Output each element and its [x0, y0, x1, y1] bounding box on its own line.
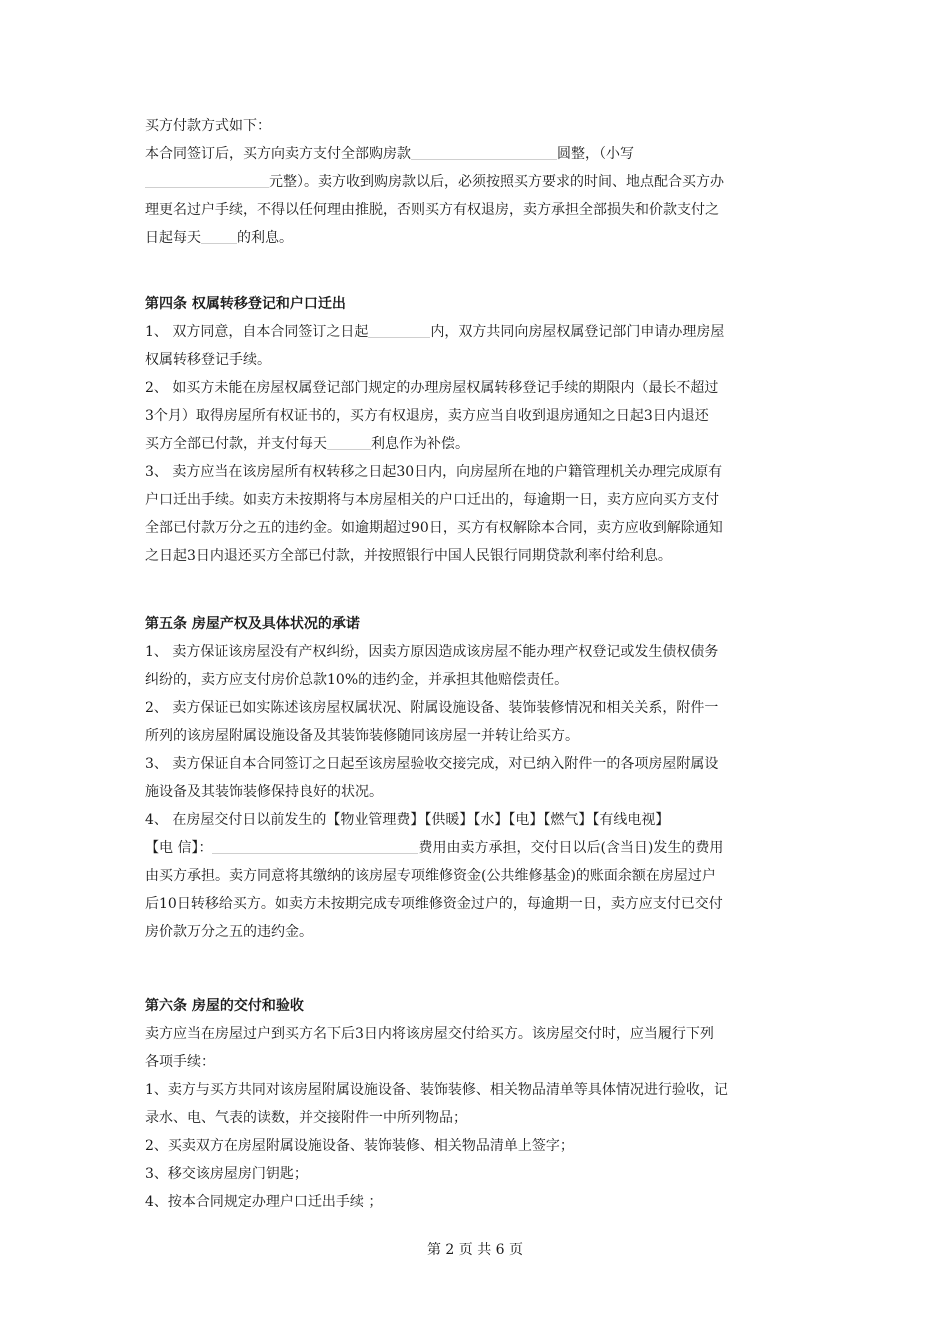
document-body — [145, 112, 815, 1216]
article-4-item-2-cont2: 买方全部已付款，并支付每天 利息作为补偿。 — [145, 430, 815, 458]
blank-daily-interest — [201, 227, 237, 244]
article-5-item-3-cont: 施设备及其装饰装修保持良好的状况。 — [145, 784, 383, 800]
blank-refund-interest — [327, 433, 371, 450]
blank-fee-items — [212, 837, 418, 854]
article-4-item-1: 1、 双方同意，自本合同签订之日起 内，双方共同向房屋权属登记部门申请办理房屋 — [145, 318, 815, 346]
article-6-title: 第六条 房屋的交付和验收 — [145, 998, 304, 1014]
payment-line-3: 理更名过户手续，不得以任何理由推脱，否则买方有权退房，卖方承担全部损失和价款支付之 — [145, 202, 719, 218]
article-5-item-4-cont4: 房价款万分之五的违约金。 — [145, 924, 313, 940]
article-4-item-1-cont: 权属转移登记手续。 — [145, 352, 271, 368]
blank-registration-days — [368, 321, 430, 338]
article-5-item-2-cont: 所列的该房屋附属设施设备及其装饰装修随同该房屋一并转让给买方。 — [145, 728, 579, 744]
article-6-item-4: 4、按本合同规定办理户口迁出手续 ； — [145, 1194, 383, 1210]
article-4-item-2-cont: 3个月）取得房屋所有权证书的，买方有权退房，卖方应当自收到退房通知之日起3日内退还 — [145, 408, 709, 424]
article-4-item-3-cont3: 之日起3日内退还买方全部已付款，并按照银行中国人民银行同期贷款利率付给利息。 — [145, 548, 672, 564]
payment-line-2: 元整）。卖方收到购房款以后，必须按照买方要求的时间、地点配合买方办 — [145, 168, 815, 196]
article-5-item-4: 4、 在房屋交付日以前发生的【物业管理费】【供暖】【水】【电】【燃气】【有线电视】 — [145, 812, 670, 828]
article-5-item-4-cont: 【电 信】： 费用由卖方承担，交付日以后(含当日)发生的费用 — [145, 834, 815, 862]
article-4-item-3-cont2: 全部已付款万分之五的违约金。如逾期超过90日，买方有权解除本合同，卖方应收到解除通知 — [145, 520, 723, 536]
page-number-footer: 第 2 页 共 6 页 — [426, 1242, 524, 1258]
article-6-item-1: 1、卖方与买方共同对该房屋附属设施设备、装饰装修、相关物品清单等具体情况进行验收，记 — [145, 1082, 728, 1098]
article-5-item-1-cont: 纠纷的，卖方应支付房价总款10%的违约金，并承担其他赔偿责任。 — [145, 672, 569, 688]
payment-intro: 买方付款方式如下： — [145, 118, 271, 134]
article-4-item-3-cont: 户口迁出手续。如卖方未按期将与本房屋相关的户口迁出的，每逾期一日，卖方应向买方支付 — [145, 492, 719, 508]
payment-line-4: 日起每天 的利息。 — [145, 224, 815, 252]
article-4-item-3: 3、 卖方应当在该房屋所有权转移之日起30日内，向房屋所在地的户籍管理机关办理完成原有 — [145, 464, 723, 480]
article-5-item-3: 3、 卖方保证自本合同签订之日起至该房屋验收交接完成，对已纳入附件一的各项房屋附属设 — [145, 756, 719, 772]
article-6-item-1-cont: 录水、电、气表的读数，并交接附件一中所列物品； — [145, 1110, 467, 1126]
article-5-item-4-cont2: 由买方承担。卖方同意将其缴纳的该房屋专项维修资金(公共维修基金)的账面余额在房屋过户 — [145, 868, 716, 884]
blank-total-amount-lowercase — [145, 171, 269, 188]
article-6-paragraph: 卖方应当在房屋过户到买方名下后3日内将该房屋交付给买方。该房屋交付时，应当履行下列 — [145, 1026, 714, 1042]
payment-line-1: 本合同签订后，买方向卖方支付全部购房款 圆整，（小写 — [145, 140, 815, 168]
article-6-paragraph-cont: 各项手续： — [145, 1054, 215, 1070]
blank-total-amount-uppercase — [411, 143, 557, 160]
article-4-item-2: 2、 如买方未能在房屋权属登记部门规定的办理房屋权属转移登记手续的期限内（最长不超过 — [145, 380, 719, 396]
article-4-title: 第四条 权属转移登记和户口迁出 — [145, 296, 346, 312]
article-5-item-2: 2、 卖方保证已如实陈述该房屋权属状况、附属设施设备、装饰装修情况和相关关系，附件一 — [145, 700, 719, 716]
article-6-item-3: 3、移交该房屋房门钥匙； — [145, 1166, 308, 1182]
article-5-item-4-cont3: 后10日转移给买方。如卖方未按期完成专项维修资金过户的，每逾期一日，卖方应支付已交付 — [145, 896, 723, 912]
article-6-item-2: 2、买卖双方在房屋附属设施设备、装饰装修、相关物品清单上签字； — [145, 1138, 574, 1154]
article-5-item-1: 1、 卖方保证该房屋没有产权纠纷，因卖方原因造成该房屋不能办理产权登记或发生债权债务 — [145, 644, 719, 660]
article-5-title: 第五条 房屋产权及具体状况的承诺 — [145, 616, 360, 632]
